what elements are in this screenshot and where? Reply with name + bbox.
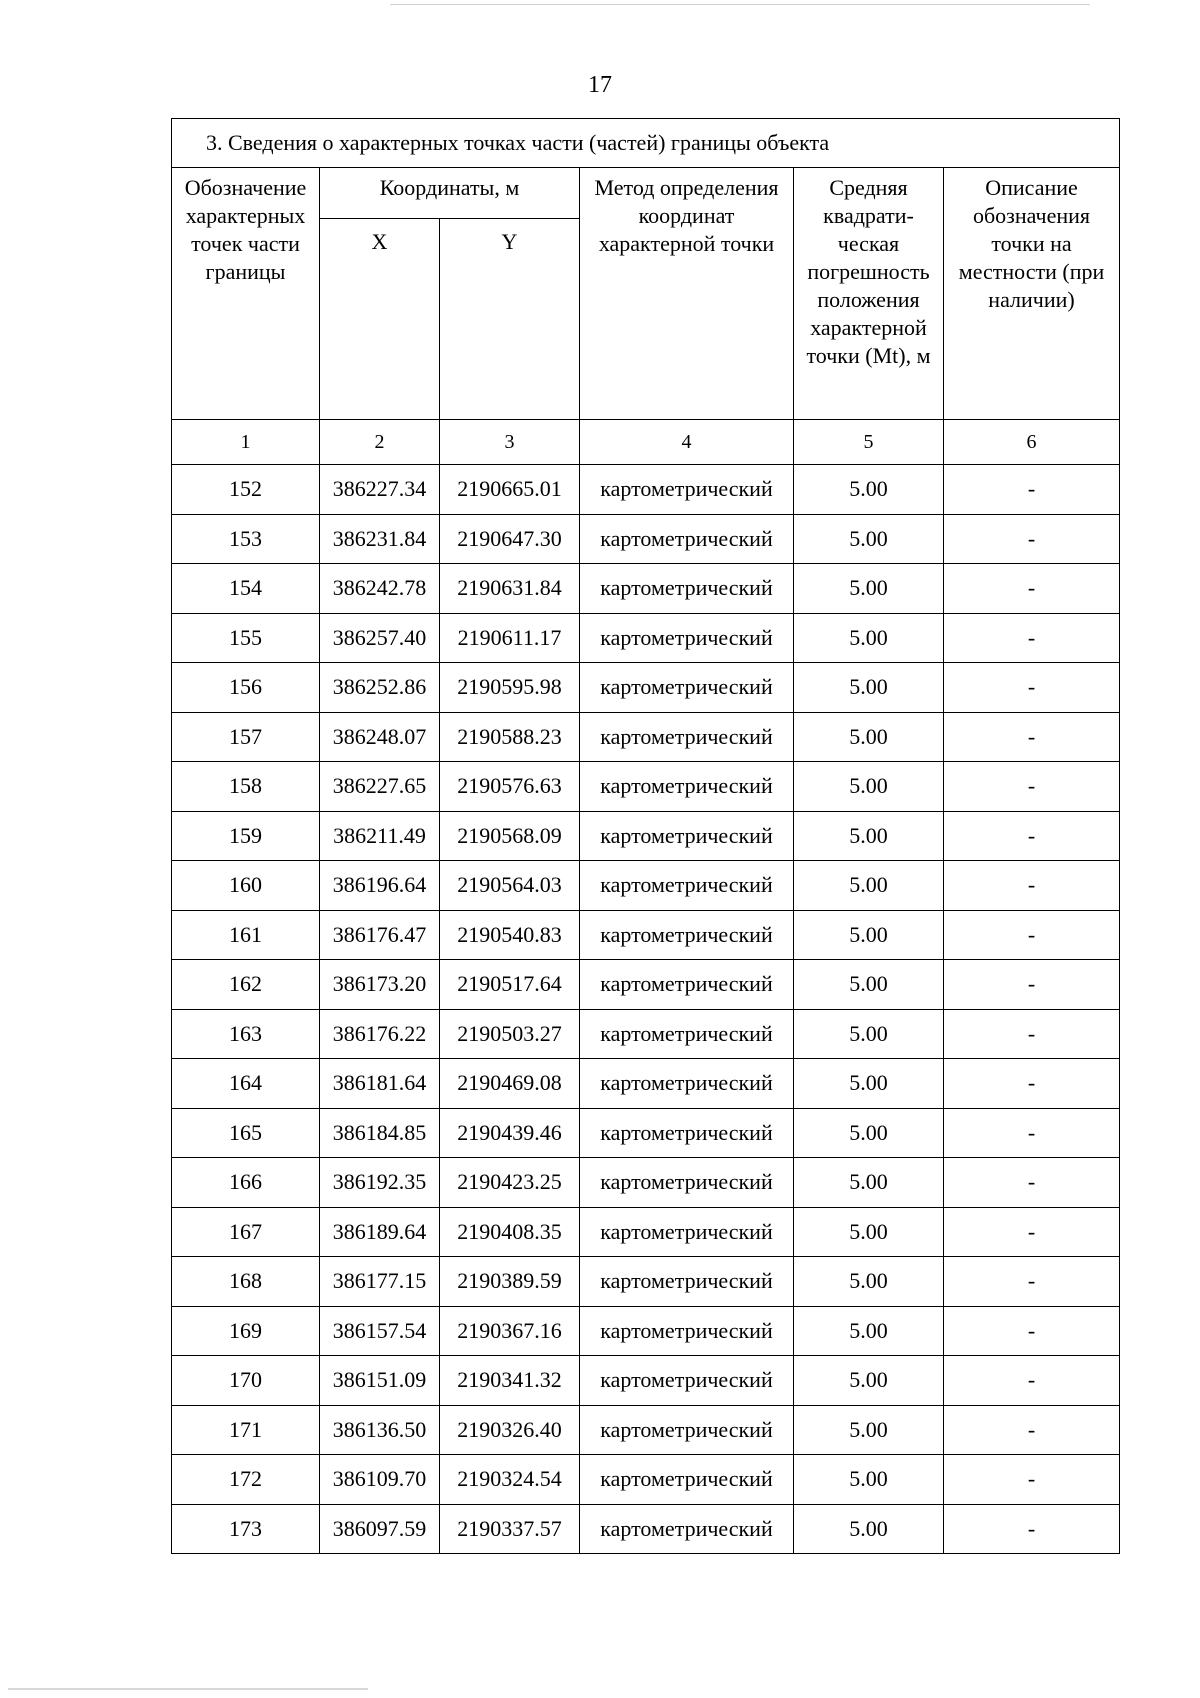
y-cell: 2190647.30 [440, 514, 580, 564]
y-cell: 2190439.46 [440, 1108, 580, 1158]
error-cell: 5.00 [794, 910, 944, 960]
table-row [172, 514, 1120, 564]
y-cell: 2190588.23 [440, 712, 580, 762]
point-cell: 156 [172, 663, 320, 713]
point-cell: 169 [172, 1306, 320, 1356]
point-cell: 166 [172, 1158, 320, 1208]
x-cell: 386257.40 [320, 613, 440, 663]
table-row [172, 1009, 1120, 1059]
column-number: 5 [794, 420, 944, 465]
method-cell: картометрический [580, 960, 794, 1010]
error-cell: 5.00 [794, 1059, 944, 1109]
y-cell: 2190408.35 [440, 1207, 580, 1257]
table-row [172, 811, 1120, 861]
scan-artifact-top [390, 4, 1090, 5]
y-cell: 2190611.17 [440, 613, 580, 663]
table-row [172, 1257, 1120, 1307]
section-title: 3. Сведения о характерных точках части (частей) границы объекта [172, 119, 1120, 168]
header-error: Средняя квадрати-ческая погрешность положения характерной точки (Mt), м [794, 168, 944, 420]
y-cell: 2190367.16 [440, 1306, 580, 1356]
y-cell: 2190337.57 [440, 1504, 580, 1554]
y-cell: 2190595.98 [440, 663, 580, 713]
method-cell: картометрический [580, 1455, 794, 1505]
boundary-points-table [171, 118, 1120, 1554]
y-cell: 2190389.59 [440, 1257, 580, 1307]
error-cell: 5.00 [794, 663, 944, 713]
description-cell: - [944, 1306, 1120, 1356]
y-cell: 2190564.03 [440, 861, 580, 911]
x-cell: 386242.78 [320, 564, 440, 614]
header-method: Метод определения координат характерной точки [580, 168, 794, 420]
description-cell: - [944, 613, 1120, 663]
method-cell: картометрический [580, 1405, 794, 1455]
point-cell: 167 [172, 1207, 320, 1257]
table-row [172, 663, 1120, 713]
method-cell: картометрический [580, 663, 794, 713]
table-row [172, 712, 1120, 762]
x-cell: 386151.09 [320, 1356, 440, 1406]
scan-artifact-bottom [8, 1688, 368, 1690]
x-cell: 386227.34 [320, 465, 440, 515]
method-cell: картометрический [580, 1356, 794, 1406]
error-cell: 5.00 [794, 1158, 944, 1208]
y-cell: 2190503.27 [440, 1009, 580, 1059]
description-cell: - [944, 861, 1120, 911]
error-cell: 5.00 [794, 514, 944, 564]
description-cell: - [944, 663, 1120, 713]
y-cell: 2190665.01 [440, 465, 580, 515]
description-cell: - [944, 960, 1120, 1010]
column-number: 3 [440, 420, 580, 465]
error-cell: 5.00 [794, 811, 944, 861]
point-cell: 170 [172, 1356, 320, 1406]
point-cell: 153 [172, 514, 320, 564]
x-cell: 386173.20 [320, 960, 440, 1010]
header-designation: Обозначение характерных точек части границы [172, 168, 320, 420]
table-row [172, 1059, 1120, 1109]
x-cell: 386177.15 [320, 1257, 440, 1307]
point-cell: 168 [172, 1257, 320, 1307]
error-cell: 5.00 [794, 1257, 944, 1307]
x-cell: 386136.50 [320, 1405, 440, 1455]
table-row [172, 910, 1120, 960]
table-row [172, 1405, 1120, 1455]
table-body [172, 465, 1120, 1554]
table-caption-row [172, 119, 1120, 168]
point-cell: 164 [172, 1059, 320, 1109]
header-row [172, 168, 1120, 219]
method-cell: картометрический [580, 1108, 794, 1158]
description-cell: - [944, 1158, 1120, 1208]
table-row [172, 1207, 1120, 1257]
table-row [172, 1504, 1120, 1554]
y-cell: 2190324.54 [440, 1455, 580, 1505]
description-cell: - [944, 564, 1120, 614]
method-cell: картометрический [580, 1306, 794, 1356]
header-y: Y [440, 219, 580, 420]
error-cell: 5.00 [794, 960, 944, 1010]
point-cell: 152 [172, 465, 320, 515]
point-cell: 163 [172, 1009, 320, 1059]
table-row [172, 613, 1120, 663]
description-cell: - [944, 811, 1120, 861]
description-cell: - [944, 1356, 1120, 1406]
error-cell: 5.00 [794, 1504, 944, 1554]
x-cell: 386211.49 [320, 811, 440, 861]
method-cell: картометрический [580, 465, 794, 515]
error-cell: 5.00 [794, 861, 944, 911]
table-row [172, 1356, 1120, 1406]
point-cell: 172 [172, 1455, 320, 1505]
table-row [172, 960, 1120, 1010]
point-cell: 162 [172, 960, 320, 1010]
y-cell: 2190469.08 [440, 1059, 580, 1109]
point-cell: 157 [172, 712, 320, 762]
x-cell: 386227.65 [320, 762, 440, 812]
error-cell: 5.00 [794, 1455, 944, 1505]
error-cell: 5.00 [794, 613, 944, 663]
y-cell: 2190576.63 [440, 762, 580, 812]
x-cell: 386097.59 [320, 1504, 440, 1554]
error-cell: 5.00 [794, 1356, 944, 1406]
table-row [172, 465, 1120, 515]
x-cell: 386157.54 [320, 1306, 440, 1356]
point-cell: 158 [172, 762, 320, 812]
point-cell: 173 [172, 1504, 320, 1554]
method-cell: картометрический [580, 811, 794, 861]
column-number: 4 [580, 420, 794, 465]
method-cell: картометрический [580, 861, 794, 911]
point-cell: 160 [172, 861, 320, 911]
header-coordinates: Координаты, м [320, 168, 580, 219]
error-cell: 5.00 [794, 1009, 944, 1059]
table-row [172, 1306, 1120, 1356]
y-cell: 2190568.09 [440, 811, 580, 861]
description-cell: - [944, 1059, 1120, 1109]
y-cell: 2190631.84 [440, 564, 580, 614]
x-cell: 386176.22 [320, 1009, 440, 1059]
description-cell: - [944, 1257, 1120, 1307]
method-cell: картометрический [580, 564, 794, 614]
x-cell: 386248.07 [320, 712, 440, 762]
method-cell: картометрический [580, 613, 794, 663]
point-cell: 165 [172, 1108, 320, 1158]
description-cell: - [944, 1504, 1120, 1554]
column-numbers-row [172, 420, 1120, 465]
y-cell: 2190540.83 [440, 910, 580, 960]
description-cell: - [944, 1108, 1120, 1158]
y-cell: 2190341.32 [440, 1356, 580, 1406]
method-cell: картометрический [580, 1158, 794, 1208]
method-cell: картометрический [580, 1207, 794, 1257]
method-cell: картометрический [580, 1257, 794, 1307]
column-number: 6 [944, 420, 1120, 465]
method-cell: картометрический [580, 1504, 794, 1554]
error-cell: 5.00 [794, 1306, 944, 1356]
error-cell: 5.00 [794, 712, 944, 762]
table-row [172, 861, 1120, 911]
description-cell: - [944, 712, 1120, 762]
header-description: Описание обозначения точки на местности (при наличии) [944, 168, 1120, 420]
method-cell: картометрический [580, 712, 794, 762]
error-cell: 5.00 [794, 564, 944, 614]
x-cell: 386189.64 [320, 1207, 440, 1257]
description-cell: - [944, 465, 1120, 515]
x-cell: 386196.64 [320, 861, 440, 911]
point-cell: 154 [172, 564, 320, 614]
error-cell: 5.00 [794, 465, 944, 515]
x-cell: 386109.70 [320, 1455, 440, 1505]
page-number: 17 [588, 72, 612, 98]
y-cell: 2190517.64 [440, 960, 580, 1010]
header-x: X [320, 219, 440, 420]
description-cell: - [944, 1455, 1120, 1505]
point-cell: 155 [172, 613, 320, 663]
y-cell: 2190423.25 [440, 1158, 580, 1208]
x-cell: 386181.64 [320, 1059, 440, 1109]
error-cell: 5.00 [794, 1405, 944, 1455]
x-cell: 386184.85 [320, 1108, 440, 1158]
description-cell: - [944, 1009, 1120, 1059]
description-cell: - [944, 910, 1120, 960]
table-row [172, 762, 1120, 812]
description-cell: - [944, 514, 1120, 564]
table-row [172, 1108, 1120, 1158]
error-cell: 5.00 [794, 1108, 944, 1158]
x-cell: 386252.86 [320, 663, 440, 713]
description-cell: - [944, 1207, 1120, 1257]
table-row [172, 564, 1120, 614]
x-cell: 386231.84 [320, 514, 440, 564]
point-cell: 159 [172, 811, 320, 861]
method-cell: картометрический [580, 910, 794, 960]
column-number: 2 [320, 420, 440, 465]
method-cell: картометрический [580, 514, 794, 564]
method-cell: картометрический [580, 1009, 794, 1059]
error-cell: 5.00 [794, 1207, 944, 1257]
description-cell: - [944, 762, 1120, 812]
x-cell: 386176.47 [320, 910, 440, 960]
point-cell: 161 [172, 910, 320, 960]
point-cell: 171 [172, 1405, 320, 1455]
error-cell: 5.00 [794, 762, 944, 812]
description-cell: - [944, 1405, 1120, 1455]
column-number: 1 [172, 420, 320, 465]
y-cell: 2190326.40 [440, 1405, 580, 1455]
method-cell: картометрический [580, 762, 794, 812]
table-row [172, 1158, 1120, 1208]
x-cell: 386192.35 [320, 1158, 440, 1208]
method-cell: картометрический [580, 1059, 794, 1109]
table-row [172, 1455, 1120, 1505]
